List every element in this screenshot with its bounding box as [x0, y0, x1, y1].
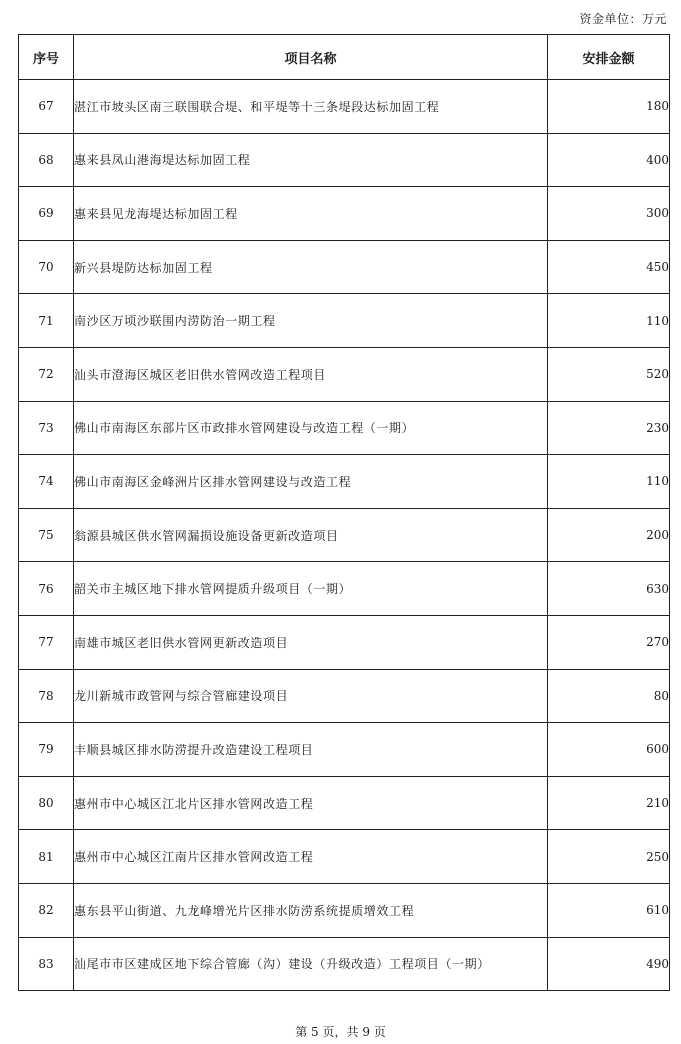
row-number: 75: [19, 508, 74, 562]
project-amount: 270: [548, 615, 670, 669]
table-row: [19, 615, 670, 669]
row-number: 83: [19, 937, 74, 991]
table-row: [19, 669, 670, 723]
header-amount: 安排金额: [548, 35, 670, 80]
project-name: 惠州市中心城区江北片区排水管网改造工程: [74, 776, 548, 830]
project-amount: 180: [548, 80, 670, 134]
table-row: [19, 133, 670, 187]
unit-note: 资金单位：万元: [579, 12, 667, 26]
header-no: 序号: [19, 35, 74, 80]
table-row: [19, 187, 670, 241]
project-name: 湛江市坡头区南三联围联合堤、和平堤等十三条堤段达标加固工程: [74, 80, 548, 134]
project-name: 汕头市澄海区城区老旧供水管网改造工程项目: [74, 347, 548, 401]
table-row: [19, 347, 670, 401]
table-row: [19, 562, 670, 616]
project-amount: 200: [548, 508, 670, 562]
project-name: 佛山市南海区金峰洲片区排水管网建设与改造工程: [74, 455, 548, 509]
project-amount: 110: [548, 294, 670, 348]
project-name: 佛山市南海区东部片区市政排水管网建设与改造工程（一期）: [74, 401, 548, 455]
table-body: [19, 80, 670, 991]
row-number: 77: [19, 615, 74, 669]
table-row: [19, 508, 670, 562]
project-amount: 630: [548, 562, 670, 616]
row-number: 81: [19, 830, 74, 884]
row-number: 68: [19, 133, 74, 187]
project-name: 汕尾市市区建成区地下综合管廊（沟）建设（升级改造）工程项目（一期）: [74, 937, 548, 991]
row-number: 73: [19, 401, 74, 455]
project-amount: 80: [548, 669, 670, 723]
row-number: 70: [19, 240, 74, 294]
table-row: [19, 80, 670, 134]
table-row: [19, 776, 670, 830]
budget-table: [18, 34, 670, 991]
project-name: 丰顺县城区排水防涝提升改造建设工程项目: [74, 723, 548, 777]
project-name: 翁源县城区供水管网漏损设施设备更新改造项目: [74, 508, 548, 562]
row-number: 82: [19, 883, 74, 937]
project-amount: 450: [548, 240, 670, 294]
row-number: 78: [19, 669, 74, 723]
table-header-row: [19, 35, 670, 80]
project-amount: 250: [548, 830, 670, 884]
project-amount: 520: [548, 347, 670, 401]
project-name: 惠州市中心城区江南片区排水管网改造工程: [74, 830, 548, 884]
project-amount: 210: [548, 776, 670, 830]
table-row: [19, 240, 670, 294]
table-row: [19, 937, 670, 991]
project-amount: 230: [548, 401, 670, 455]
row-number: 72: [19, 347, 74, 401]
project-amount: 400: [548, 133, 670, 187]
row-number: 80: [19, 776, 74, 830]
project-amount: 490: [548, 937, 670, 991]
project-name: 惠东县平山街道、九龙峰增光片区排水防涝系统提质增效工程: [74, 883, 548, 937]
project-name: 南雄市城区老旧供水管网更新改造项目: [74, 615, 548, 669]
row-number: 74: [19, 455, 74, 509]
project-name: 惠来县凤山港海堤达标加固工程: [74, 133, 548, 187]
project-amount: 600: [548, 723, 670, 777]
project-name: 韶关市主城区地下排水管网提质升级项目（一期）: [74, 562, 548, 616]
header-name: 项目名称: [74, 35, 548, 80]
row-number: 69: [19, 187, 74, 241]
page-footer: 第 5 页，共 9 页: [295, 1025, 386, 1039]
table-row: [19, 723, 670, 777]
row-number: 71: [19, 294, 74, 348]
table-row: [19, 830, 670, 884]
table-row: [19, 883, 670, 937]
project-amount: 610: [548, 883, 670, 937]
project-name: 龙川新城市政管网与综合管廊建设项目: [74, 669, 548, 723]
table-row: [19, 455, 670, 509]
row-number: 76: [19, 562, 74, 616]
project-name: 新兴县堤防达标加固工程: [74, 240, 548, 294]
table-row: [19, 401, 670, 455]
table-row: [19, 294, 670, 348]
row-number: 67: [19, 80, 74, 134]
project-name: 南沙区万顷沙联围内涝防治一期工程: [74, 294, 548, 348]
project-amount: 110: [548, 455, 670, 509]
row-number: 79: [19, 723, 74, 777]
project-amount: 300: [548, 187, 670, 241]
project-name: 惠来县见龙海堤达标加固工程: [74, 187, 548, 241]
